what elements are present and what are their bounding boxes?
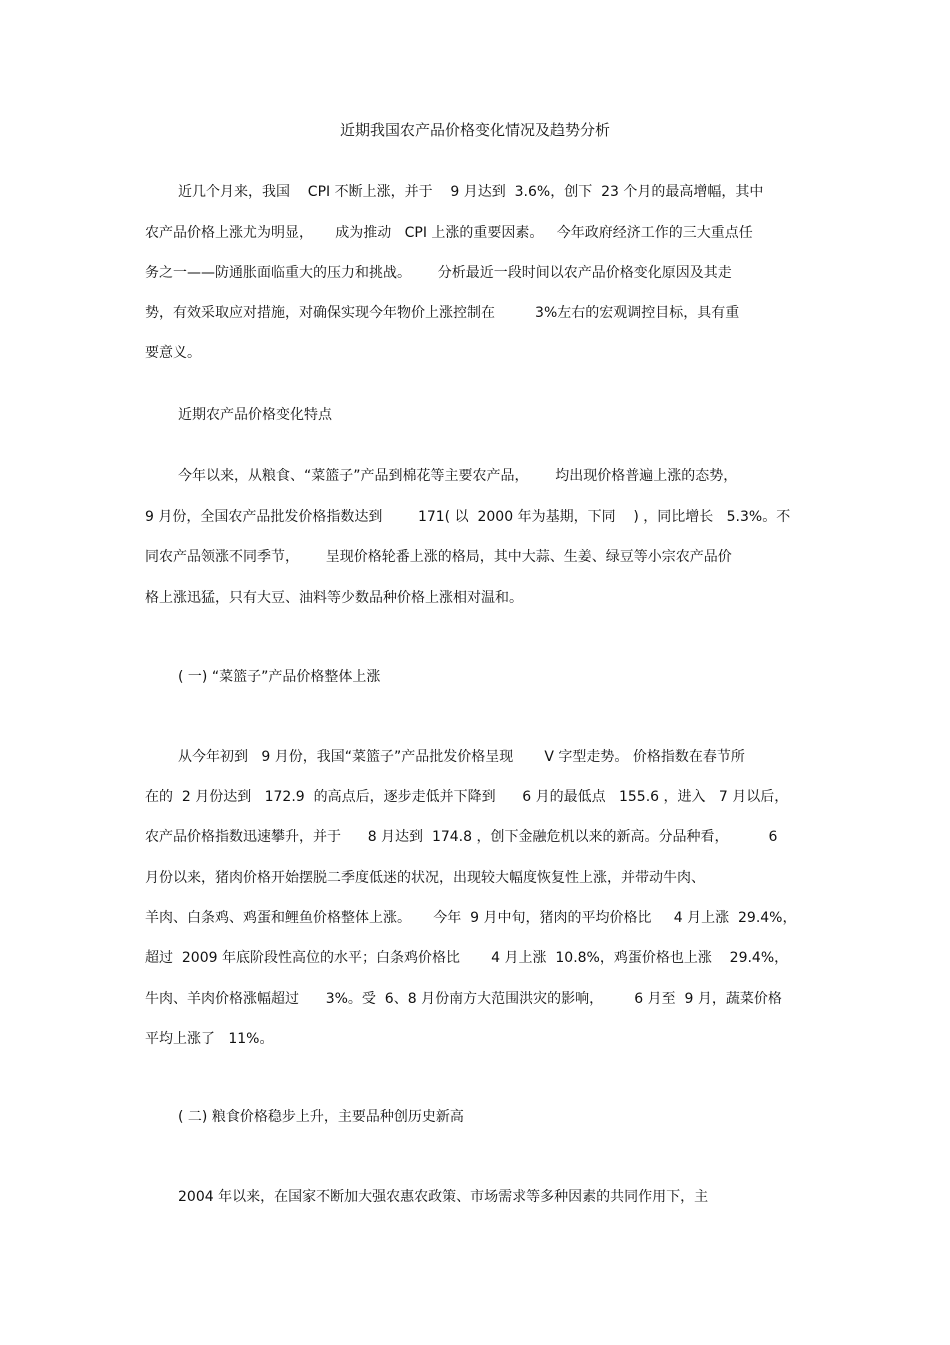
para3-line-6: 超过 2009 年底阶段性高位的水平；白条鸡价格比 4 月上涨 10.8%，鸡蛋价格也上涨 29.4%， — [145, 950, 789, 966]
para3-line-7: 牛肉、羊肉价格涨幅超过 3%。受 6、8 月份南方大范围洪灾的影响， 6 月至 9 月，蔬菜价格 — [145, 991, 782, 1007]
document-title: 近期我国农产品价格变化情况及趋势分析 — [339, 121, 610, 139]
para3-line-1: 从今年初到 9 月份，我国“菜篮子”产品批发价格呈现 V 字型走势。 价格指数在春节所 — [178, 749, 745, 765]
subheading-2: ( 二) 粮食价格稳步上升，主要品种创历史新高 — [178, 1109, 464, 1125]
para3-line-5: 羊肉、白条鸡、鸡蛋和鲤鱼价格整体上涨。 今年 9 月中旬，猪肉的平均价格比 4 月上涨 29.4%， — [145, 910, 797, 926]
para4-line-1: 2004 年以来，在国家不断加大强农惠农政策、市场需求等多种因素的共同作用下，主 — [178, 1189, 709, 1205]
para2-line-2: 9 月份，全国农产品批发价格指数达到 171( 以 2000 年为基期，下同 ) ，同比增长 5.3%。不 — [145, 509, 791, 525]
para2-line-1: 今年以来，从粮食、“菜篮子”产品到棉花等主要农产品， 均出现价格普遍上涨的态势， — [178, 468, 738, 484]
para3-line-8: 平均上涨了 11%。 — [145, 1031, 274, 1047]
intro-line-5: 要意义。 — [145, 345, 201, 361]
para2-line-4: 格上涨迅猛，只有大豆、油料等少数品种价格上涨相对温和。 — [145, 590, 523, 606]
section-heading: 近期农产品价格变化特点 — [178, 407, 332, 423]
intro-line-3: 务之一——防通胀面临重大的压力和挑战。 分析最近一段时间以农产品价格变化原因及其走 — [145, 265, 732, 281]
para2-line-3: 同农产品领涨不同季节， 呈现价格轮番上涨的格局，其中大蒜、生姜、绿豆等小宗农产品价 — [145, 549, 732, 565]
para3-line-4: 月份以来，猪肉价格开始摆脱二季度低迷的状况，出现较大幅度恢复性上涨，并带动牛肉、 — [145, 870, 705, 886]
subheading-1: ( 一) “菜篮子”产品价格整体上涨 — [178, 669, 381, 685]
para3-line-3: 农产品价格指数迅速攀升，并于 8 月达到 174.8 ，创下金融危机以来的新高。分品种看， 6 — [145, 829, 778, 845]
intro-line-1: 近几个月来，我国 CPI 不断上涨，并于 9 月达到 3.6%，创下 23 个月的最高增幅，其中 — [178, 184, 764, 200]
intro-line-2: 农产品价格上涨尤为明显， 成为推动 CPI 上涨的重要因素。 今年政府经济工作的三大重点任 — [145, 225, 753, 241]
para3-line-2: 在的 2 月份达到 172.9 的高点后，逐步走低并下降到 6 月的最低点 155.6 ，进入 7 月以后， — [145, 789, 789, 805]
intro-line-4: 势，有效采取应对措施，对确保实现今年物价上涨控制在 3%左右的宏观调控目标，具有重 — [145, 305, 740, 321]
